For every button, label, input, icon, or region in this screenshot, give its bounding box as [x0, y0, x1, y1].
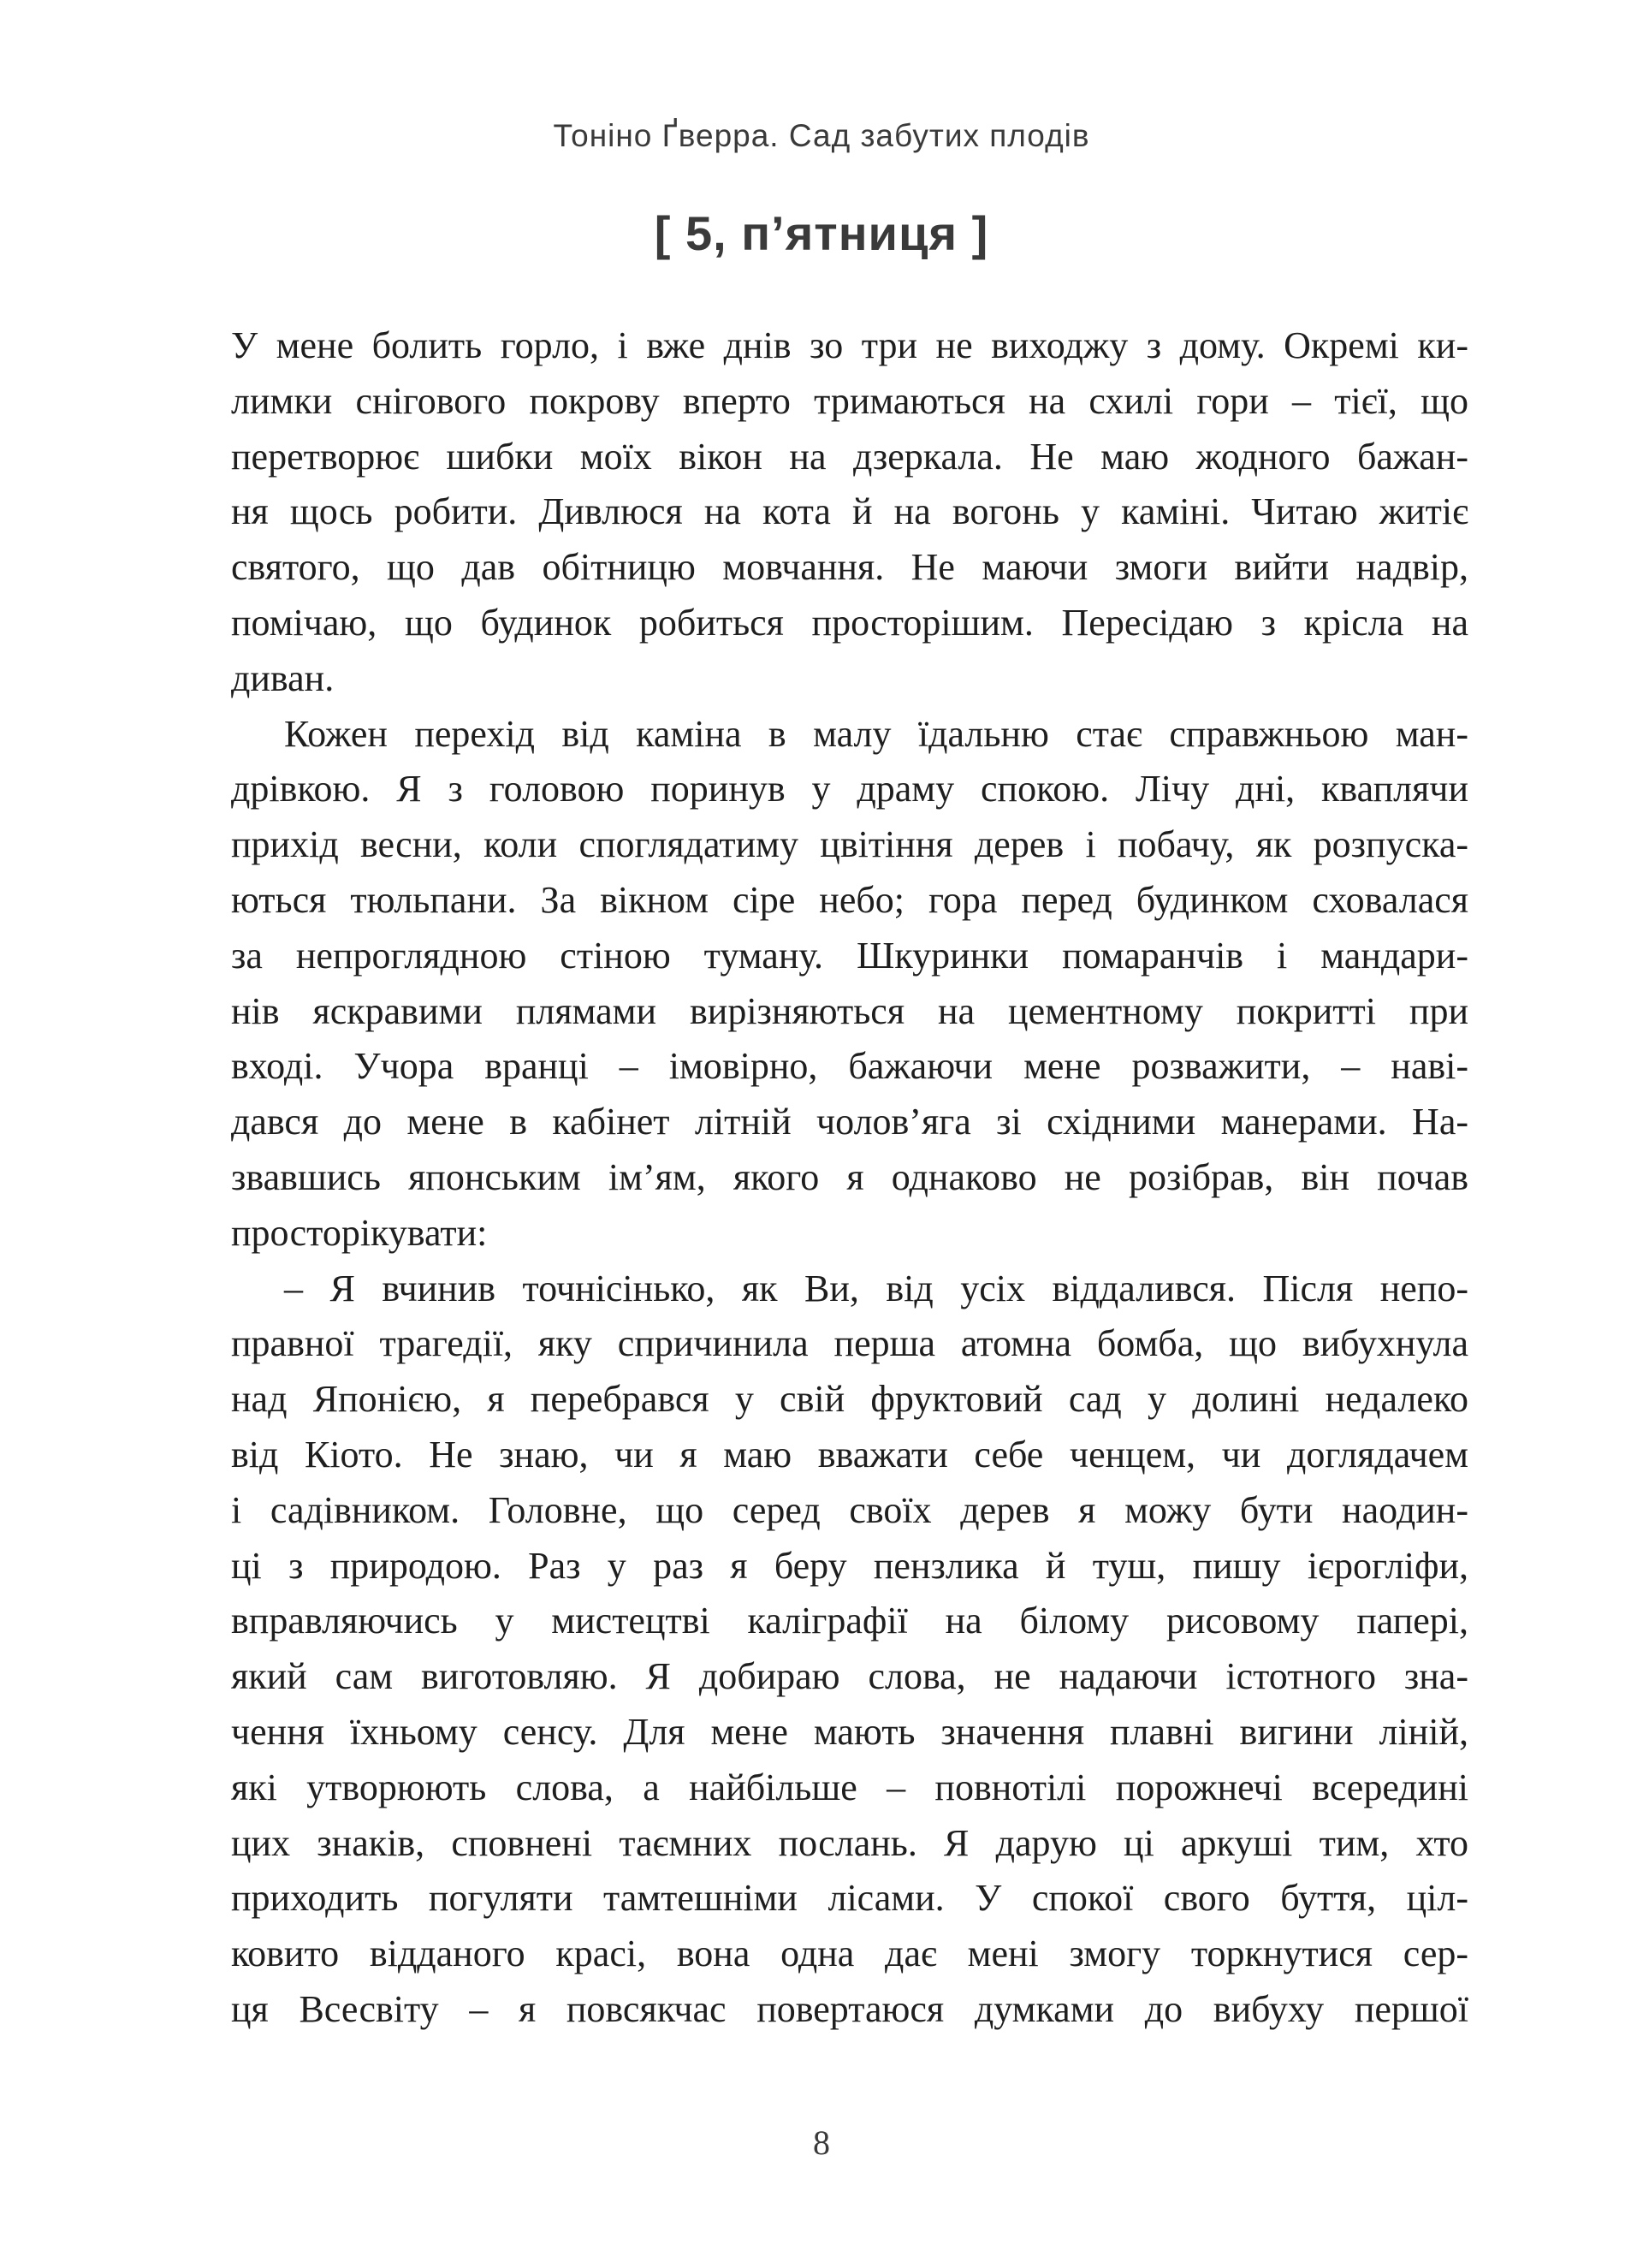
text-line: звавшись японським ім’ям, якого я однаково не розібрав, він почав: [231, 1155, 1468, 1198]
text-line: і садівником. Головне, що серед своїх дерев я можу бути наодин-: [231, 1488, 1468, 1531]
text-line: правної трагедії, яку спричинила перша атомна бомба, що вибухнула: [231, 1322, 1468, 1365]
body-text: [231, 318, 1468, 2038]
text-line: які утворюють слова, а найбільше – повнотілі порожнечі всередині: [231, 1766, 1468, 1808]
text-line: Кожен перехід від каміна в малу їдальню стає справжньою ман-: [284, 712, 1468, 755]
text-line: просторікувати:: [231, 1211, 488, 1254]
text-line: вході. Учора вранці – імовірно, бажаючи мене розважити, – наві-: [231, 1045, 1468, 1088]
text-line: прихід весни, коли споглядатиму цвітіння дерев і побачу, як розпуска-: [231, 823, 1468, 866]
text-line: який сам виготовляю. Я добираю слова, не надаючи істотного зна-: [231, 1655, 1468, 1698]
text-line: від Кіото. Не знаю, чи я маю вважати себе ченцем, чи доглядачем: [231, 1433, 1468, 1475]
text-line: приходить погуляти тамтешніми лісами. У спокої свого буття, ціл-: [231, 1877, 1468, 1920]
text-line: за непроглядною стіною туману. Шкуринки помаранчів і мандари-: [231, 934, 1468, 977]
text-line: дрівкою. Я з головою поринув у драму спокою. Лічу дні, кваплячи: [231, 768, 1468, 810]
text-line: над Японією, я перебрався у свій фруктовий сад у долині недалеко: [231, 1378, 1468, 1421]
text-line: нів яскравими плямами вирізняються на цементному покритті при: [231, 989, 1468, 1032]
text-line: помічаю, що будинок робиться просторішим. Пересідаю з крісла на: [231, 601, 1468, 644]
text-line: цих знаків, сповнені таємних послань. Я дарую ці аркуші тим, хто: [231, 1821, 1468, 1864]
text-line: диван.: [231, 656, 335, 699]
text-line: лимки снігового покрову вперто тримаються на схилі гори – тієї, що: [231, 379, 1468, 422]
running-head: Тоніно Ґверра. Сад забутих плодів: [553, 118, 1090, 153]
text-line: У мене болить горло, і вже днів зо три не виходжу з дому. Окремі ки-: [231, 324, 1468, 366]
text-line: ковито відданого красі, вона одна дає мені змогу торкнутися сер-: [231, 1933, 1468, 1975]
text-line: вправляючись у мистецтві каліграфії на білому рисовому папері,: [231, 1600, 1468, 1642]
text-line: ця Всесвіту – я повсякчас повертаюся думками до вибуху першої: [231, 1987, 1468, 2030]
page-number: 8: [813, 2123, 830, 2162]
chapter-title: [ 5, п’ятниця ]: [654, 206, 989, 260]
text-line: чення їхньому сенсу. Для мене мають значення плавні вигини ліній,: [231, 1710, 1468, 1753]
text-line: ці з природою. Раз у раз я беру пензлика й туш, пишу ієрогліфи,: [231, 1544, 1468, 1587]
text-line: ня щось робити. Дивлюся на кота й на вогонь у каміні. Читаю житіє: [231, 490, 1468, 533]
text-line: ються тюльпани. За вікном сіре небо; гора перед будинком сховалася: [231, 878, 1468, 921]
text-line: перетворює шибки моїх вікон на дзеркала. Не маю жодного бажан-: [231, 435, 1468, 478]
text-line: дався до мене в кабінет літній чолов’яга зі східними манерами. На-: [231, 1101, 1468, 1143]
text-line: – Я вчинив точнісінько, як Ви, від усіх віддалився. Після непо-: [284, 1267, 1468, 1309]
text-line: святого, що дав обітницю мовчання. Не маючи змоги вийти надвір,: [231, 546, 1468, 589]
